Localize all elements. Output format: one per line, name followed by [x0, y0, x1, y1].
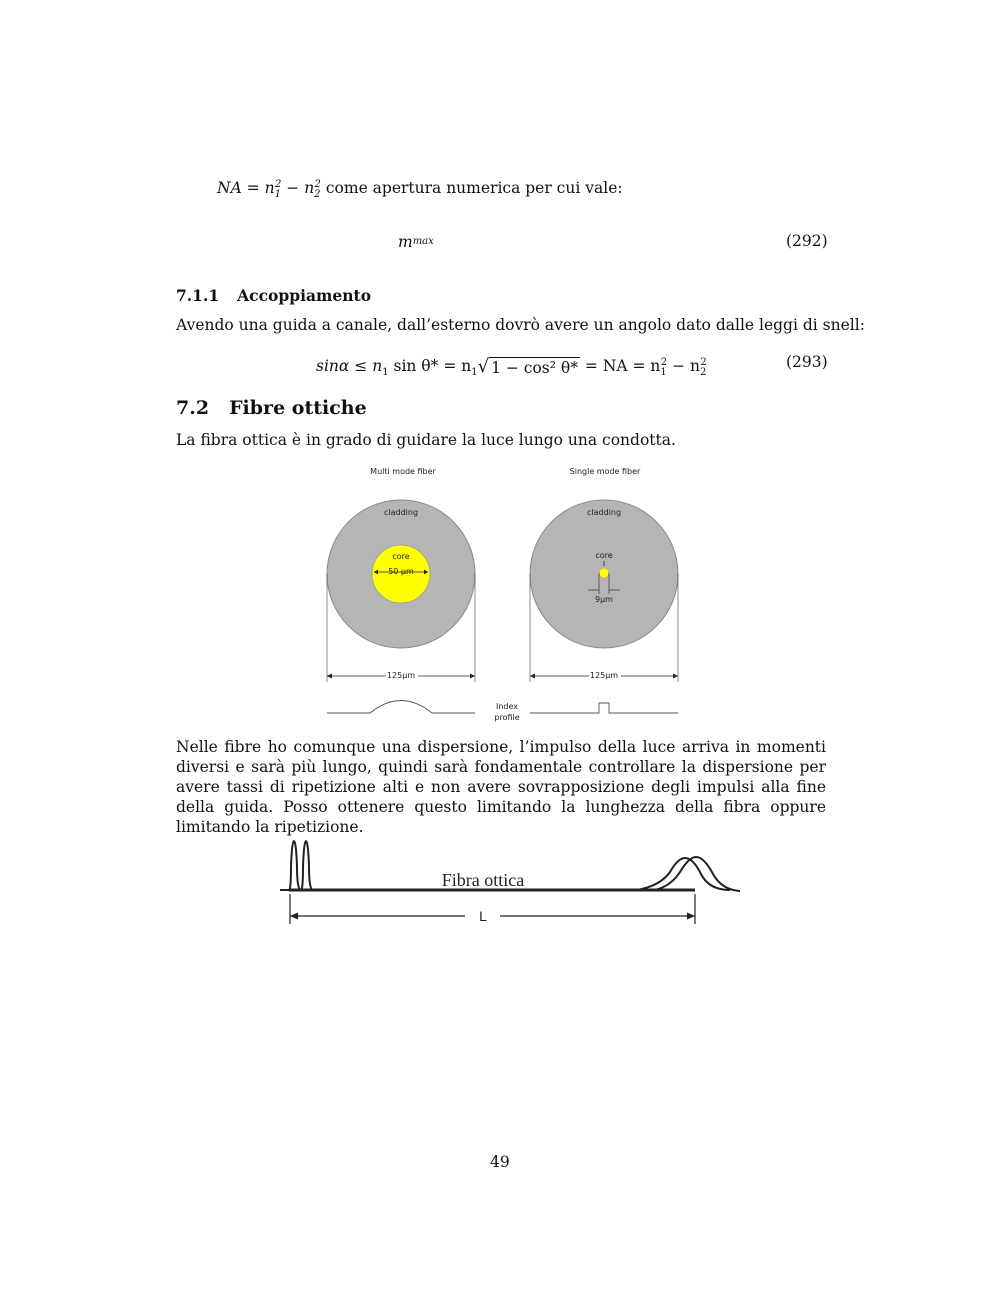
equation-number-292: (292)	[786, 232, 828, 250]
multi-width-label: 125μm	[386, 671, 416, 680]
multi-core-size-label: 50 μm	[388, 567, 414, 576]
multi-cladding-label: cladding	[383, 508, 419, 517]
dispersion-paragraph: Nelle fibre ho comunque una dispersione, l’impulso della luce arriva in momenti diversi e sarà più lungo, quindi sarà fondamentale controllare la dispersione per avere tassi di ripetizione alti e non avere sovrapposizione degli impulsi alla fine della guida. Posso ottenere questo limitando la lunghezza della fibra oppure limitando la ripetizione.	[176, 738, 826, 836]
pulse-dispersion-figure	[275, 836, 745, 931]
page-number: 49	[490, 1153, 510, 1171]
section-heading: 7.2 Fibre ottiche	[176, 397, 367, 419]
index-profile-label-2: profile	[494, 713, 520, 722]
single-core-label: core	[595, 551, 613, 560]
na-definition-text: come apertura numerica per cui vale:	[325, 179, 623, 197]
input-pulses	[280, 841, 313, 890]
single-mode-title: Single mode fiber	[569, 467, 641, 476]
coupling-paragraph: Avendo una guida a canale, dall’esterno dovrò avere un angolo dato dalle leggi di snell:	[176, 316, 865, 334]
multi-mode-index-profile	[327, 701, 475, 714]
na-definition-line	[217, 178, 623, 201]
equation-292: m max	[398, 233, 434, 251]
equation-293: $\sin\alpha \le n_1$ $\sin \theta* = n_1√$ 1 − cos² θ* = NA = $n_1^2 - n_2^2$	[316, 356, 707, 379]
multi-mode-title: Multi mode fiber	[370, 467, 436, 476]
fiber-cross-section-figure	[320, 460, 690, 730]
length-label: L	[479, 908, 487, 924]
na-definition: NA = $n_1^2 - n_2^2$	[217, 178, 321, 201]
single-mode-index-profile	[530, 703, 678, 713]
equation-number-293: (293)	[786, 353, 828, 371]
output-pulse-1	[637, 858, 730, 890]
eq292-lhs: m	[398, 233, 413, 251]
fiber-label: Fibra ottica	[441, 870, 525, 890]
index-profile-label-1: Index	[495, 702, 519, 711]
single-core-size-label: 9μm	[595, 595, 613, 604]
section-intro-paragraph: La fibra ottica è in grado di guidare la luce lungo una condotta.	[176, 431, 676, 449]
subsection-heading: 7.1.1 Accoppiamento	[176, 286, 372, 305]
multi-core-label: core	[392, 552, 410, 561]
single-mode-core	[599, 568, 609, 578]
single-cladding-label: cladding	[586, 508, 622, 517]
single-width-label: 125μm	[589, 671, 619, 680]
